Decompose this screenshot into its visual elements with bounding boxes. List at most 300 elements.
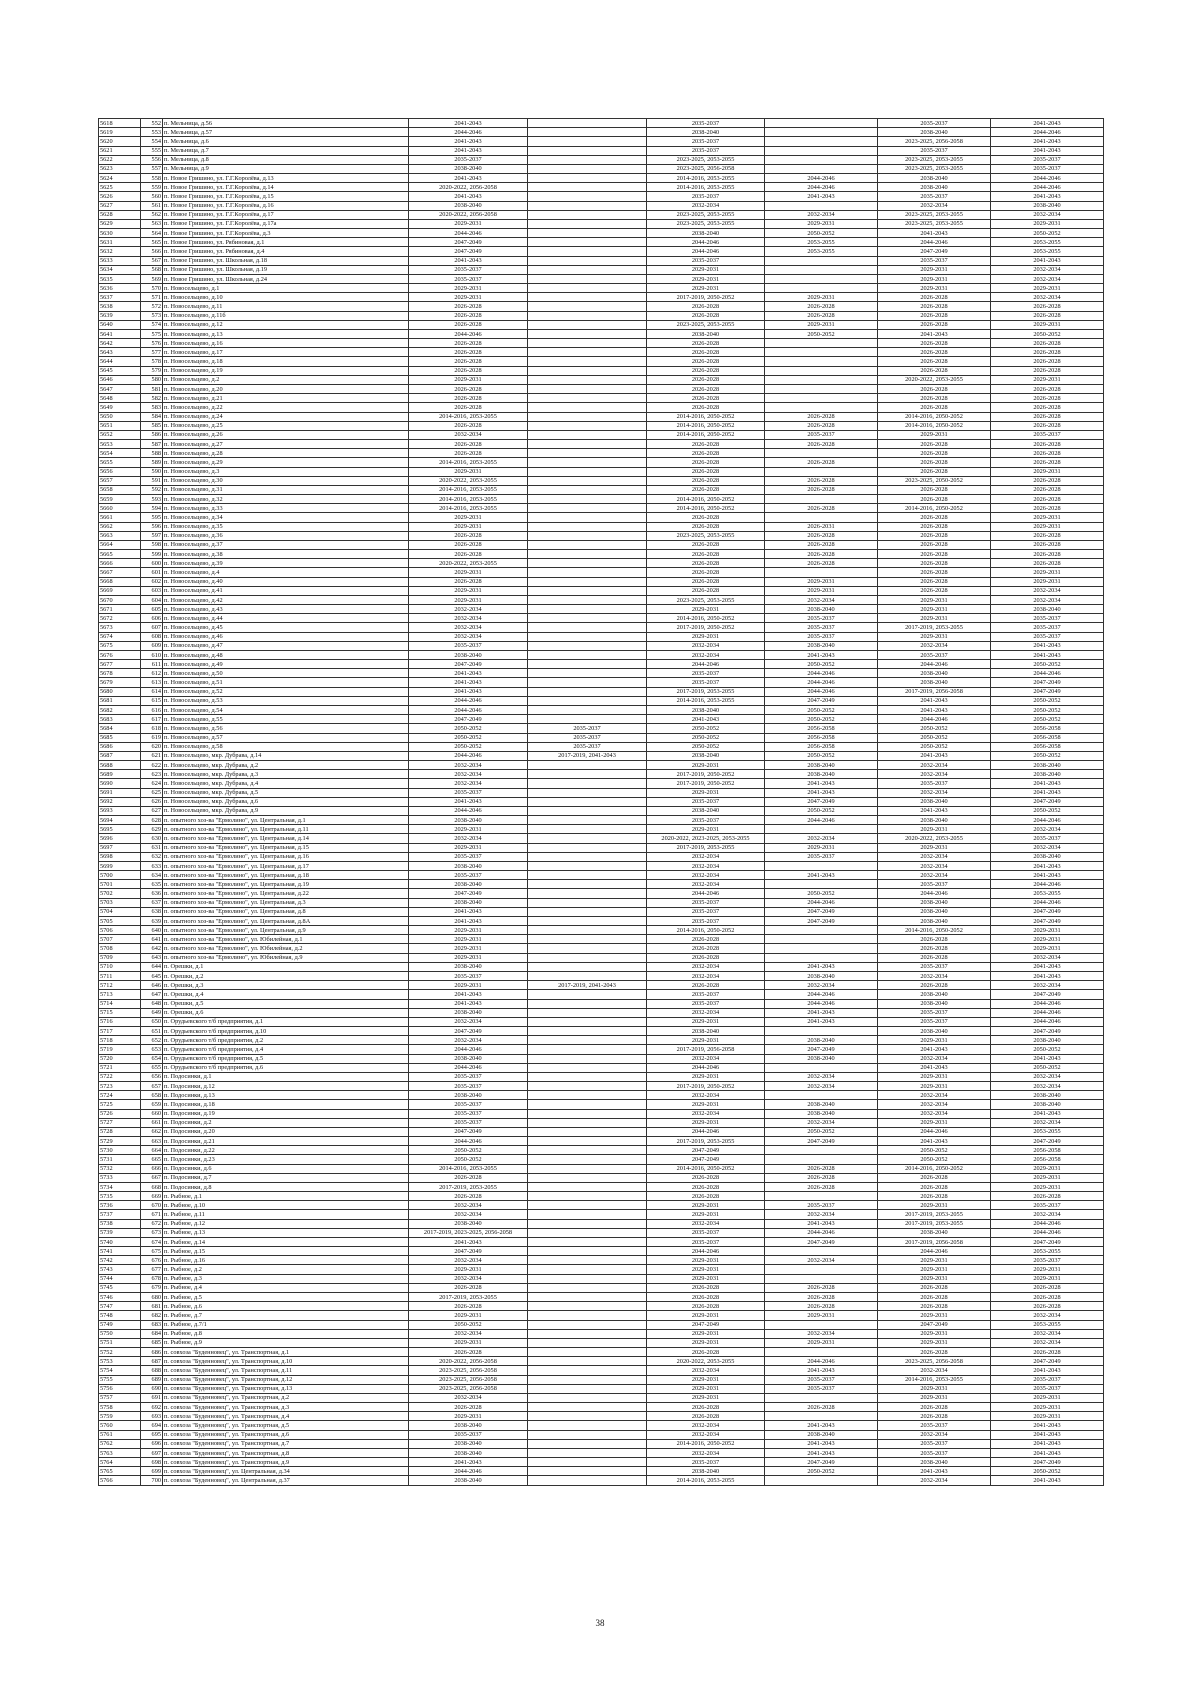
period-cell-2 [528,504,647,513]
period-cell-3: 2047-2049 [647,1155,765,1164]
period-cell-6: 2026-2028 [991,1348,1104,1357]
period-cell-1: 2017-2019, 2053-2055 [409,1293,528,1302]
period-cell-1: 2029-2031 [409,513,528,522]
table-row [99,981,1104,990]
period-cell-1: 2044-2046 [409,1467,528,1476]
row-number-cell: 619 [141,733,163,742]
period-cell-1: 2032-2034 [409,1017,528,1026]
row-id-cell: 5638 [99,302,141,311]
table-row [99,614,1104,623]
row-id-cell: 5675 [99,641,141,650]
period-cell-5: 2026-2028 [878,1412,991,1421]
period-cell-5: 2014-2016, 2053-2055 [878,1375,991,1384]
period-cell-4: 2050-2052 [765,715,878,724]
period-cell-4: 2038-2040 [765,971,878,980]
period-cell-3: 2026-2028 [647,568,765,577]
period-cell-2 [528,329,647,338]
address-cell: п. Новосельцево, д.43 [163,605,409,614]
period-cell-2 [528,880,647,889]
period-cell-6: 2029-2031 [991,467,1104,476]
table-row [99,1338,1104,1347]
period-cell-6: 2044-2046 [991,880,1104,889]
table-row [99,348,1104,357]
period-cell-2 [528,550,647,559]
period-cell-1: 2026-2028 [409,348,528,357]
period-cell-4: 2056-2058 [765,724,878,733]
table-row [99,1182,1104,1191]
table-row [99,1155,1104,1164]
row-number-cell: 628 [141,816,163,825]
period-cell-6: 2026-2028 [991,348,1104,357]
address-cell: п. Новосельцево, д.18 [163,357,409,366]
period-cell-3: 2035-2037 [647,916,765,925]
period-cell-1: 2032-2034 [409,1256,528,1265]
period-cell-1: 2038-2040 [409,1421,528,1430]
period-cell-4: 2050-2052 [765,751,878,760]
period-cell-4: 2044-2046 [765,999,878,1008]
address-cell: п. Новосельцево, д.38 [163,550,409,559]
table-row [99,1265,1104,1274]
period-cell-4: 2044-2046 [765,1228,878,1237]
period-cell-1: 2029-2031 [409,926,528,935]
row-id-cell: 5645 [99,366,141,375]
period-cell-2 [528,1127,647,1136]
address-cell: п. Новое Гришино, ул. Г.Г.Королёва, д.14 [163,183,409,192]
period-cell-2 [528,678,647,687]
period-cell-6: 2026-2028 [991,440,1104,449]
period-cell-5: 2026-2028 [878,403,991,412]
period-cell-6: 2047-2049 [991,990,1104,999]
period-cell-4 [765,935,878,944]
row-number-cell: 567 [141,256,163,265]
period-cell-1: 2014-2016, 2053-2055 [409,485,528,494]
table-row [99,1393,1104,1402]
period-cell-6: 2029-2031 [991,944,1104,953]
period-cell-6: 2032-2034 [991,981,1104,990]
table-row [99,155,1104,164]
address-cell: п. Новое Гришино, ул. Г.Г.Королёва, д.16 [163,201,409,210]
period-cell-3: 2026-2028 [647,357,765,366]
table-row [99,311,1104,320]
address-cell: п. Мельница, д.8 [163,155,409,164]
table-row [99,990,1104,999]
period-cell-6: 2038-2040 [991,770,1104,779]
period-cell-5: 2026-2028 [878,559,991,568]
period-cell-4 [765,119,878,128]
period-cell-3: 2014-2016, 2053-2055 [647,183,765,192]
row-number-cell: 697 [141,1448,163,1457]
period-cell-4: 2047-2049 [765,1045,878,1054]
row-number-cell: 604 [141,595,163,604]
period-cell-1: 2020-2022, 2056-2058 [409,1357,528,1366]
period-cell-2 [528,201,647,210]
row-id-cell: 5760 [99,1421,141,1430]
period-cell-6: 2056-2058 [991,1146,1104,1155]
row-number-cell: 685 [141,1338,163,1347]
period-cell-6: 2050-2052 [991,706,1104,715]
period-cell-2 [528,687,647,696]
period-cell-2 [528,1082,647,1091]
table-row [99,1274,1104,1283]
period-cell-1: 2035-2037 [409,641,528,650]
period-cell-5: 2050-2052 [878,1146,991,1155]
row-id-cell: 5725 [99,1100,141,1109]
row-number-cell: 652 [141,1036,163,1045]
period-cell-4: 2029-2031 [765,1338,878,1347]
period-cell-2 [528,403,647,412]
table-row [99,274,1104,283]
period-cell-1: 2023-2025, 2056-2058 [409,1384,528,1393]
period-cell-5: 2041-2043 [878,229,991,238]
period-cell-6: 2032-2034 [991,210,1104,219]
table-row [99,540,1104,549]
row-id-cell: 5749 [99,1320,141,1329]
address-cell: п. Новосельцево, д.29 [163,458,409,467]
period-cell-4: 2032-2034 [765,1082,878,1091]
period-cell-3: 2026-2028 [647,440,765,449]
row-id-cell: 5699 [99,861,141,870]
period-cell-3: 2029-2031 [647,788,765,797]
period-cell-6: 2032-2034 [991,1210,1104,1219]
row-id-cell: 5674 [99,632,141,641]
row-id-cell: 5724 [99,1091,141,1100]
period-cell-3: 2026-2028 [647,403,765,412]
period-cell-4: 2026-2028 [765,302,878,311]
row-number-cell: 625 [141,788,163,797]
period-cell-5: 2026-2028 [878,953,991,962]
row-number-cell: 663 [141,1137,163,1146]
period-cell-5: 2026-2028 [878,495,991,504]
period-cell-5: 2032-2034 [878,641,991,650]
period-cell-5: 2026-2028 [878,357,991,366]
table-row [99,1458,1104,1467]
row-id-cell: 5650 [99,412,141,421]
period-cell-5: 2026-2028 [878,1348,991,1357]
row-number-cell: 600 [141,559,163,568]
period-cell-3: 2026-2028 [647,1403,765,1412]
period-cell-2 [528,568,647,577]
period-cell-2 [528,1329,647,1338]
period-cell-3: 2026-2028 [647,935,765,944]
period-cell-1: 2044-2046 [409,1045,528,1054]
row-number-cell: 673 [141,1228,163,1237]
period-cell-6: 2047-2049 [991,1458,1104,1467]
period-cell-3: 2032-2034 [647,1054,765,1063]
row-number-cell: 648 [141,999,163,1008]
address-cell: п. Новое Гришино, ул. Г.Г.Королёва, д.3 [163,229,409,238]
period-cell-1: 2029-2031 [409,981,528,990]
row-id-cell: 5714 [99,999,141,1008]
address-cell: п. Новосельцево, д.44 [163,614,409,623]
row-number-cell: 649 [141,1008,163,1017]
row-number-cell: 676 [141,1256,163,1265]
address-cell: п. Подосинки, д.2 [163,1118,409,1127]
row-id-cell: 5720 [99,1054,141,1063]
period-cell-4 [765,1412,878,1421]
table-row [99,485,1104,494]
period-cell-3: 2026-2028 [647,522,765,531]
period-cell-4: 2044-2046 [765,898,878,907]
row-id-cell: 5628 [99,210,141,219]
period-cell-5: 2038-2040 [878,183,991,192]
row-id-cell: 5622 [99,155,141,164]
row-number-cell: 691 [141,1393,163,1402]
period-cell-6: 2032-2034 [991,1338,1104,1347]
period-cell-2 [528,641,647,650]
row-number-cell: 611 [141,660,163,669]
period-cell-6: 2032-2034 [991,1082,1104,1091]
address-cell: п. опытного хоз-ва "Ермолино", ул. Юбилейная, д.2 [163,944,409,953]
period-cell-5: 2026-2028 [878,522,991,531]
row-number-cell: 560 [141,192,163,201]
period-cell-1: 2041-2043 [409,256,528,265]
period-cell-5: 2026-2028 [878,384,991,393]
address-cell: п. совхоза "Буденновец", ул. Транспортная, д.9 [163,1458,409,1467]
row-id-cell: 5639 [99,311,141,320]
period-cell-6: 2053-2055 [991,247,1104,256]
address-cell: п. Рыбное, д.9 [163,1338,409,1347]
period-cell-6: 2053-2055 [991,889,1104,898]
row-number-cell: 660 [141,1109,163,1118]
period-cell-4: 2026-2028 [765,1173,878,1182]
period-cell-3: 2044-2046 [647,247,765,256]
period-cell-4 [765,375,878,384]
period-cell-5: 2038-2040 [878,1458,991,1467]
row-number-cell: 564 [141,229,163,238]
address-cell: п. Новосельцево, д.13 [163,329,409,338]
period-cell-6: 2041-2043 [991,1421,1104,1430]
row-number-cell: 561 [141,201,163,210]
period-cell-4 [765,1320,878,1329]
period-cell-3: 2032-2034 [647,650,765,659]
period-cell-4: 2047-2049 [765,696,878,705]
period-cell-2 [528,834,647,843]
row-id-cell: 5633 [99,256,141,265]
period-cell-5: 2014-2016, 2050-2052 [878,926,991,935]
row-id-cell: 5692 [99,797,141,806]
period-cell-3: 2035-2037 [647,256,765,265]
period-cell-4: 2026-2028 [765,476,878,485]
row-number-cell: 681 [141,1302,163,1311]
period-cell-6: 2029-2031 [991,375,1104,384]
table-row [99,751,1104,760]
period-cell-4 [765,394,878,403]
period-cell-2 [528,256,647,265]
period-cell-2 [528,1476,647,1485]
period-cell-2 [528,1384,647,1393]
row-number-cell: 616 [141,706,163,715]
period-cell-5: 2032-2034 [878,1366,991,1375]
address-cell: п. Мельница, д.7 [163,146,409,155]
address-cell: п. опытного хоз-ва "Ермолино", ул. Центральная, д.11 [163,825,409,834]
address-cell: п. Орудьевского т/б предприятия, д.1 [163,1017,409,1026]
period-cell-2 [528,1348,647,1357]
table-row [99,119,1104,128]
row-id-cell: 5727 [99,1118,141,1127]
row-number-cell: 680 [141,1293,163,1302]
period-cell-4: 2026-2031 [765,522,878,531]
period-cell-4: 2044-2046 [765,669,878,678]
address-cell: п. Мельница, д.9 [163,164,409,173]
row-number-cell: 575 [141,329,163,338]
table-row [99,1118,1104,1127]
period-cell-1: 2035-2037 [409,1109,528,1118]
table-row [99,1109,1104,1118]
period-cell-3: 2029-2031 [647,632,765,641]
period-cell-5: 2032-2034 [878,1430,991,1439]
table-row [99,935,1104,944]
period-cell-6: 2047-2049 [991,1027,1104,1036]
period-cell-2 [528,1137,647,1146]
period-cell-2 [528,440,647,449]
row-id-cell: 5738 [99,1219,141,1228]
row-id-cell: 5733 [99,1173,141,1182]
period-cell-4 [765,256,878,265]
period-cell-5: 2029-2031 [878,632,991,641]
period-cell-5: 2035-2037 [878,1421,991,1430]
period-cell-2 [528,1274,647,1283]
period-cell-6: 2029-2031 [991,219,1104,228]
table-row [99,329,1104,338]
table-row [99,779,1104,788]
row-id-cell: 5698 [99,852,141,861]
table-row [99,1320,1104,1329]
row-id-cell: 5711 [99,971,141,980]
row-number-cell: 570 [141,284,163,293]
period-cell-3: 2026-2028 [647,586,765,595]
period-cell-4: 2035-2037 [765,1384,878,1393]
period-cell-2 [528,137,647,146]
table-row [99,265,1104,274]
period-cell-5: 2029-2031 [878,1036,991,1045]
period-cell-5: 2041-2043 [878,1467,991,1476]
table-row [99,916,1104,925]
address-cell: п. Новосельцево, д.36 [163,531,409,540]
address-cell: п. Подосинки, д.8 [163,1182,409,1191]
row-number-cell: 572 [141,302,163,311]
period-cell-3: 2026-2028 [647,476,765,485]
address-cell: п. Новосельцево, д.16 [163,339,409,348]
period-cell-4: 2035-2037 [765,1201,878,1210]
address-cell: п. Новосельцево, д.48 [163,650,409,659]
period-cell-5: 2038-2040 [878,678,991,687]
row-number-cell: 669 [141,1192,163,1201]
table-row [99,880,1104,889]
row-id-cell: 5708 [99,944,141,953]
row-id-cell: 5621 [99,146,141,155]
period-cell-4: 2038-2040 [765,1100,878,1109]
period-cell-4: 2032-2034 [765,1256,878,1265]
period-cell-3: 2014-2016, 2050-2052 [647,926,765,935]
table-row [99,733,1104,742]
period-cell-5: 2038-2040 [878,669,991,678]
row-number-cell: 672 [141,1219,163,1228]
period-cell-1: 2020-2022, 2056-2058 [409,183,528,192]
row-id-cell: 5744 [99,1274,141,1283]
period-cell-4: 2044-2046 [765,990,878,999]
period-cell-2 [528,1036,647,1045]
period-cell-5: 2035-2037 [878,256,991,265]
row-number-cell: 621 [141,751,163,760]
row-number-cell: 602 [141,577,163,586]
period-cell-1: 2035-2037 [409,788,528,797]
period-cell-1: 2047-2049 [409,660,528,669]
period-cell-5: 2041-2043 [878,706,991,715]
period-cell-2 [528,916,647,925]
row-number-cell: 627 [141,806,163,815]
period-cell-1: 2035-2037 [409,1430,528,1439]
row-number-cell: 571 [141,293,163,302]
period-cell-3: 2035-2037 [647,137,765,146]
period-cell-1: 2041-2043 [409,669,528,678]
period-cell-4 [765,1063,878,1072]
period-cell-3: 2038-2040 [647,806,765,815]
period-cell-2 [528,1237,647,1246]
period-cell-2 [528,320,647,329]
row-id-cell: 5632 [99,247,141,256]
period-cell-1: 2038-2040 [409,1476,528,1485]
period-cell-6: 2044-2046 [991,174,1104,183]
period-cell-6: 2026-2028 [991,412,1104,421]
period-cell-4: 2047-2049 [765,1137,878,1146]
period-cell-2 [528,1439,647,1448]
period-cell-6: 2032-2034 [991,595,1104,604]
row-id-cell: 5757 [99,1393,141,1402]
row-number-cell: 623 [141,770,163,779]
period-cell-1: 2032-2034 [409,834,528,843]
period-cell-3: 2026-2028 [647,458,765,467]
row-id-cell: 5764 [99,1458,141,1467]
period-cell-5: 2032-2034 [878,770,991,779]
address-cell: п. опытного хоз-ва "Ермолино", ул. Центральная, д.8 [163,907,409,916]
period-cell-6: 2035-2037 [991,623,1104,632]
period-cell-1: 2029-2031 [409,219,528,228]
row-number-cell: 686 [141,1348,163,1357]
period-cell-6: 2041-2043 [991,119,1104,128]
period-cell-3: 2044-2046 [647,1247,765,1256]
row-number-cell: 566 [141,247,163,256]
period-cell-1: 2044-2046 [409,696,528,705]
period-cell-3: 2017-2019, 2050-2052 [647,623,765,632]
row-id-cell: 5652 [99,430,141,439]
period-cell-1: 2047-2049 [409,715,528,724]
period-cell-1: 2026-2028 [409,449,528,458]
row-id-cell: 5653 [99,440,141,449]
row-number-cell: 624 [141,779,163,788]
period-cell-4 [765,357,878,366]
row-number-cell: 653 [141,1045,163,1054]
period-cell-5: 2017-2019, 2056-2058 [878,1237,991,1246]
row-id-cell: 5618 [99,119,141,128]
period-cell-1: 2038-2040 [409,1448,528,1457]
row-number-cell: 562 [141,210,163,219]
period-cell-2 [528,586,647,595]
period-cell-5: 2032-2034 [878,1054,991,1063]
address-cell: п. опытного хоз-ва "Ермолино", ул. Центральная, д.9 [163,926,409,935]
row-number-cell: 598 [141,540,163,549]
period-cell-2 [528,1027,647,1036]
period-cell-5: 2041-2043 [878,329,991,338]
period-cell-4: 2026-2028 [765,1403,878,1412]
row-id-cell: 5758 [99,1403,141,1412]
period-cell-4 [765,348,878,357]
period-cell-2 [528,696,647,705]
address-cell: п. Новосельцево, д.51 [163,678,409,687]
row-id-cell: 5682 [99,706,141,715]
period-cell-3: 2032-2034 [647,962,765,971]
period-cell-3: 2044-2046 [647,1127,765,1136]
period-cell-1: 2029-2031 [409,825,528,834]
